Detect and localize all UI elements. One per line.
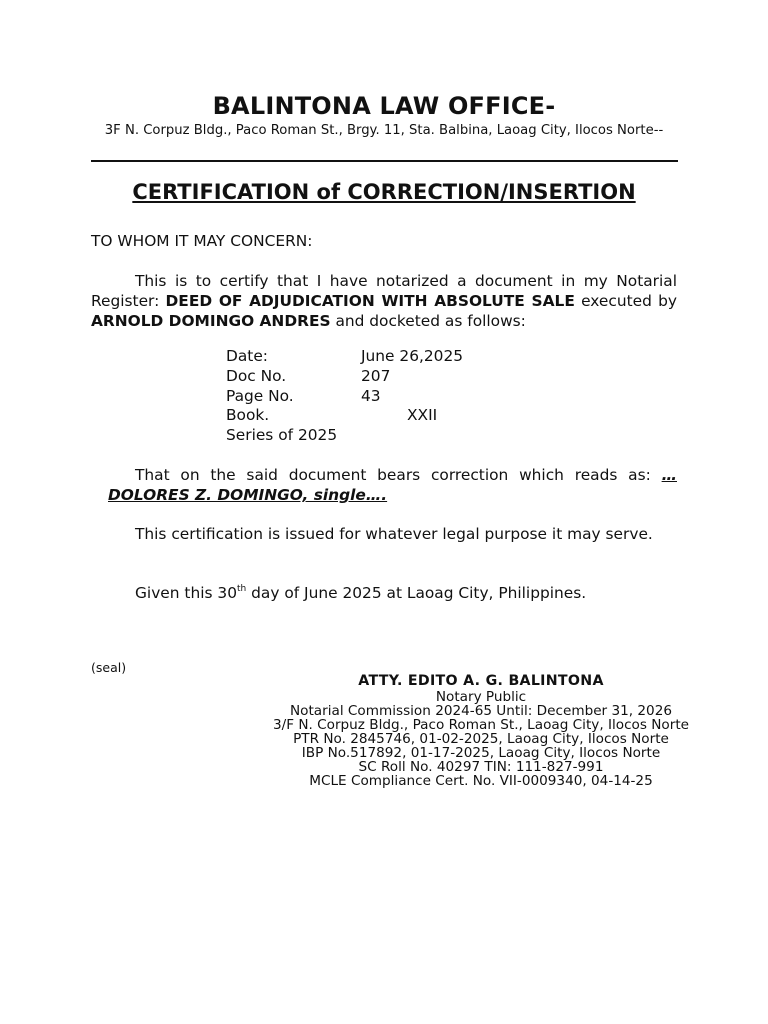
ordinal-suffix: th	[237, 584, 247, 594]
notary-title: Notary Public	[435, 689, 527, 705]
paragraph-text: and docketed as follows:	[330, 312, 526, 330]
document-name: DEED OF ADJUDICATION WITH ABSOLUTE SALE	[165, 292, 575, 310]
mcle-compliance: MCLE Compliance Cert. No. VII-0009340, 04-14-25	[309, 773, 653, 789]
docket-value: XXII	[407, 406, 438, 425]
notary-address: 3/F N. Corpuz Bldg., Paco Roman St., Laoag City, Ilocos Norte	[272, 717, 690, 733]
docket-label: Series of 2025	[226, 426, 338, 445]
seal-placeholder: (seal)	[91, 660, 127, 675]
docket-value: 207	[361, 366, 391, 385]
docket-label: Doc No.	[226, 366, 287, 385]
docket-value: 43	[361, 386, 381, 405]
correction-paragraph	[108, 465, 677, 505]
signature-block	[251, 672, 711, 788]
salutation: TO WHOM IT MAY CONCERN:	[91, 232, 313, 250]
docket-label: Page No.	[226, 386, 294, 405]
notary-name: ATTY. EDITO A. G. BALINTONA	[358, 673, 604, 689]
given-date-paragraph	[135, 583, 586, 603]
purpose-paragraph: This certification is issued for whatever legal purpose it may serve.	[135, 525, 653, 543]
paragraph-text: day of June 2025 at Laoag City, Philippines.	[246, 584, 587, 602]
paragraph-text: That on the said document bears correction which reads as:	[135, 466, 662, 484]
document-title: CERTIFICATION of CORRECTION/INSERTION	[132, 180, 636, 204]
docket-label: Date:	[226, 347, 268, 365]
paragraph-text: This is to certify that I have notarized a document in my Notarial Register:	[91, 272, 677, 310]
correction-text: … DOLORES Z. DOMINGO, single….	[108, 466, 677, 504]
paragraph-text: Given this 30	[135, 584, 237, 602]
law-office-address: 3F N. Corpuz Bldg., Paco Roman St., Brgy. 11, Sta. Balbina, Laoag City, Ilocos Norte--	[104, 123, 664, 138]
certification-paragraph	[91, 271, 677, 331]
sc-roll-tin: SC Roll No. 40297 TIN: 111-827-991	[358, 759, 604, 775]
notarial-commission: Notarial Commission 2024-65 Until: December 31, 2026	[289, 703, 673, 719]
ptr-number: PTR No. 2845746, 01-02-2025, Laoag City, Ilocos Norte	[293, 731, 669, 747]
paragraph-text: executed by	[574, 292, 677, 310]
docket-value: June 26,2025	[361, 347, 464, 365]
ibp-number: IBP No.517892, 01-17-2025, Laoag City, Ilocos Norte	[301, 745, 661, 761]
docket-label: Book.	[226, 406, 270, 425]
executor-name: ARNOLD DOMINGO ANDRES	[91, 312, 331, 330]
letterhead-divider	[91, 160, 678, 162]
law-office-name: BALINTONA LAW OFFICE-	[212, 92, 556, 120]
